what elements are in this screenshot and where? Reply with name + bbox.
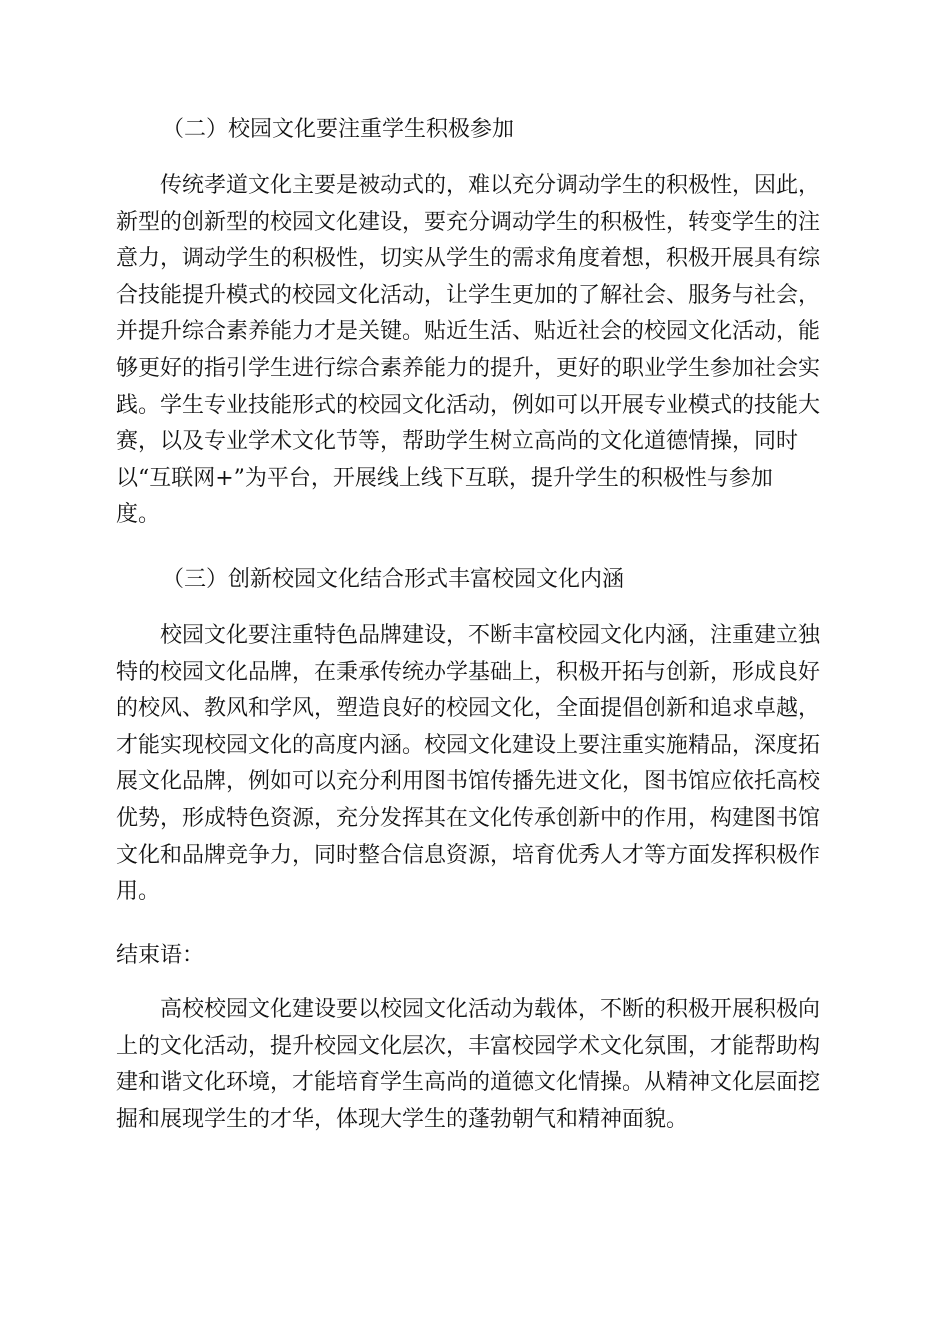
section-heading: （二）校园文化要注重学生积极参加 bbox=[162, 117, 515, 142]
paragraph bbox=[116, 168, 836, 534]
section-heading: （三）创新校园文化结合形式丰富校园文化内涵 bbox=[162, 567, 625, 592]
paragraph-line: 意力，调动学生的积极性，切实从学生的需求角度着想，积极开展具有综 bbox=[116, 246, 821, 272]
paragraph-line: 展文化品牌，例如可以充分利用图书馆传播先进文化，图书馆应依托高校 bbox=[116, 769, 821, 795]
paragraph-line: 的校风、教风和学风，塑造良好的校园文化，全面提倡创新和追求卓越， bbox=[116, 696, 821, 722]
paragraph-line: 用。 bbox=[116, 879, 161, 905]
paragraph-line: 校园文化要注重特色品牌建设，不断丰富校园文化内涵，注重建立独 bbox=[160, 623, 821, 648]
paragraph-line: 建和谐文化环境，才能培育学生高尚的道德文化情操。从精神文化层面挖 bbox=[116, 1070, 821, 1096]
paragraph-line: 够更好的指引学生进行综合素养能力的提升，更好的职业学生参加社会实 bbox=[116, 355, 821, 381]
paragraph-line: 合技能提升模式的校园文化活动，让学生更加的了解社会、服务与社会， bbox=[116, 282, 821, 308]
paragraph-line: 新型的创新型的校园文化建设，要充分调动学生的积极性，转变学生的注 bbox=[116, 209, 821, 235]
paragraph-line: 特的校园文化品牌，在秉承传统办学基础上，积极开拓与创新，形成良好 bbox=[116, 659, 821, 685]
paragraph-line: 上的文化活动，提升校园文化层次，丰富校园学术文化氛围，才能帮助构 bbox=[116, 1033, 821, 1059]
paragraph-line: 赛，以及专业学术文化节等，帮助学生树立高尚的文化道德情操，同时 bbox=[116, 429, 799, 455]
paragraph bbox=[116, 618, 836, 911]
conclusion-heading: 结束语： bbox=[116, 943, 205, 968]
paragraph-line: 才能实现校园文化的高度内涵。校园文化建设上要注重实施精品，深度拓 bbox=[116, 732, 821, 758]
paragraph-line: 传统孝道文化主要是被动式的，难以充分调动学生的积极性，因此， bbox=[160, 173, 821, 198]
paragraph-line: 践。学生专业技能形式的校园文化活动，例如可以开展专业模式的技能大 bbox=[116, 392, 821, 418]
conclusion-paragraph bbox=[116, 992, 836, 1138]
paragraph-line: 掘和展现学生的才华，体现大学生的蓬勃朝气和精神面貌。 bbox=[116, 1106, 689, 1132]
paragraph-line: 优势，形成特色资源，充分发挥其在文化传承创新中的作用，构建图书馆 bbox=[116, 805, 821, 831]
paragraph-line: 并提升综合素养能力才是关键。贴近生活、贴近社会的校园文化活动，能 bbox=[116, 319, 821, 345]
paragraph-line: 高校校园文化建设要以校园文化活动为载体，不断的积极开展积极向 bbox=[160, 997, 821, 1022]
paragraph-line: 以“互联网+”为平台，开展线上线下互联，提升学生的积极性与参加 bbox=[116, 465, 773, 491]
paragraph-line: 度。 bbox=[116, 502, 161, 528]
paragraph-line: 文化和品牌竞争力，同时整合信息资源，培育优秀人才等方面发挥积极作 bbox=[116, 842, 821, 868]
